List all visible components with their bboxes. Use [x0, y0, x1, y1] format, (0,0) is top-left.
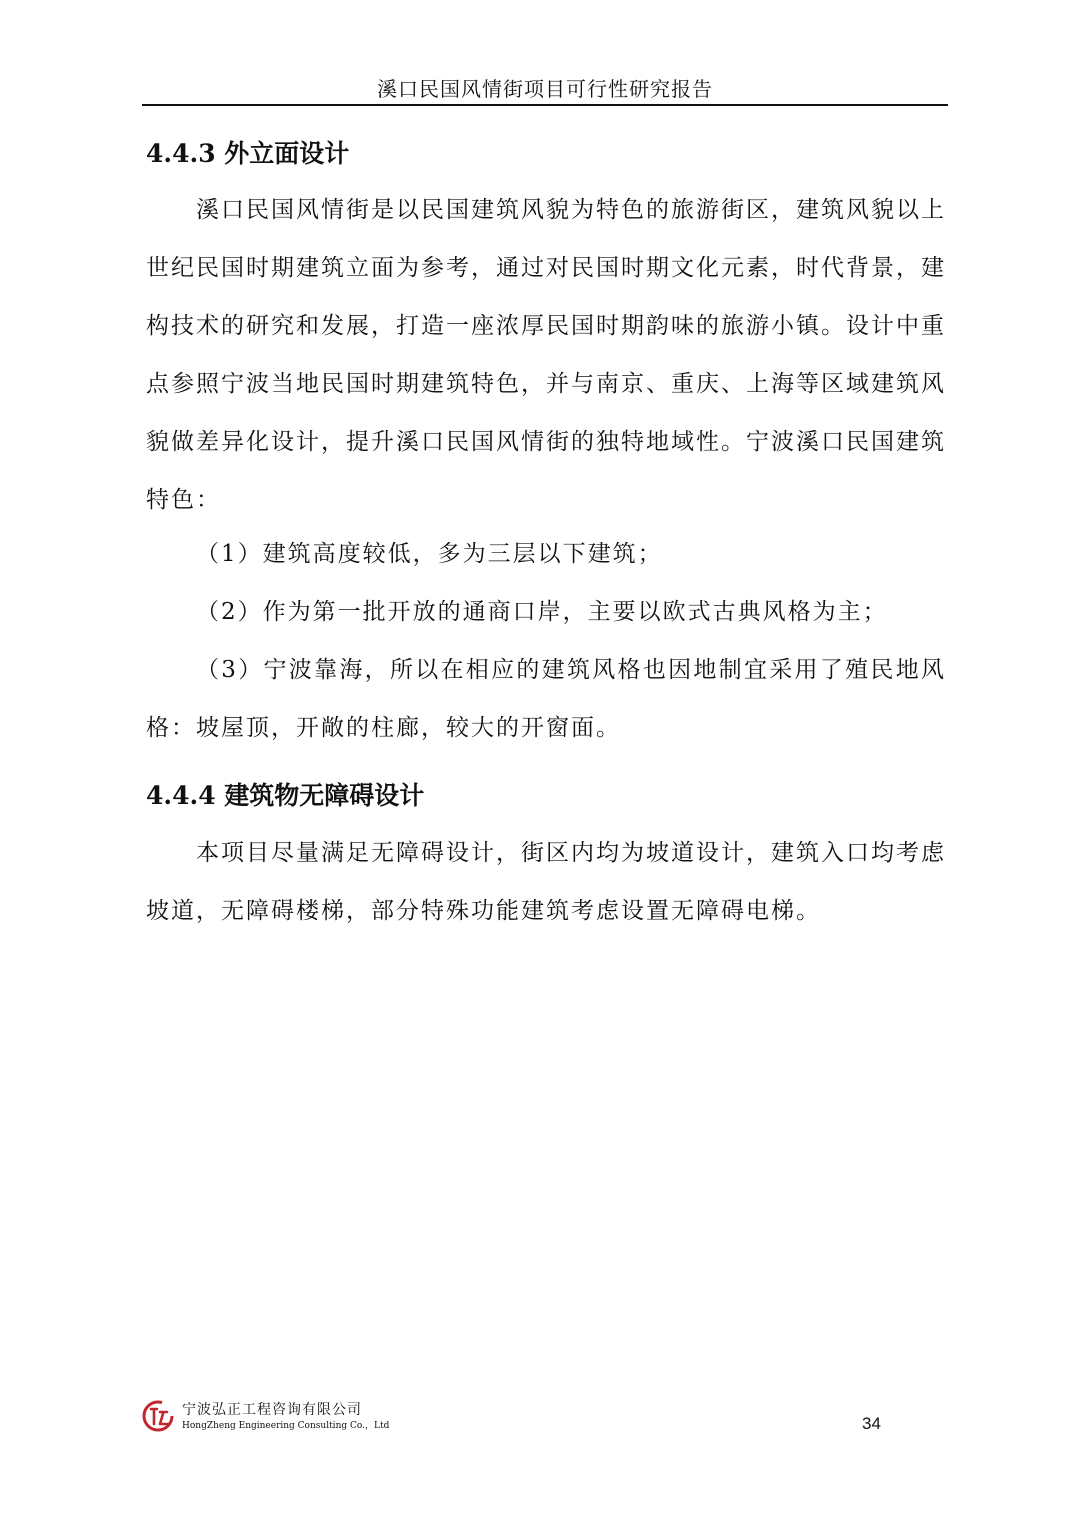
company-name-cn: 宁波弘正工程咨询有限公司 — [182, 1402, 362, 1418]
list-item-2: （2）作为第一批开放的通商口岸，主要以欧式古典风格为主； — [196, 599, 888, 625]
header-divider — [142, 104, 948, 106]
section-443-paragraph: 溪口民国风情街是以民国建筑风貌为特色的旅游街区，建筑风貌以上世纪民国时期建筑立面为参考，通过对民国时期文化元素，时代背景，建构技术的研究和发展，打造一座浓厚民国时期韵味的旅游小镇。设计中重点参照宁波当地民国时期建筑特色，并与南京、重庆、上海等区域建筑风貌做差异化设计，提升溪口民国风情街的独特地域性。宁波溪口民国建筑特色： — [146, 197, 946, 513]
company-name-en: HongZheng Engineering Consulting Co.，Ltd — [182, 1421, 390, 1431]
running-header: 溪口民国风情街项目可行性研究报告 — [377, 77, 713, 101]
page-number: 34 — [862, 1414, 881, 1433]
list-item-1: （1）建筑高度较低，多为三层以下建筑； — [196, 541, 663, 567]
list-item-3: （3）宁波靠海，所以在相应的建筑风格也因地制宜采用了殖民地风格：坡屋顶，开敞的柱廊，较大的开窗面。 — [146, 657, 946, 741]
section-444-paragraph: 本项目尽量满足无障碍设计，街区内均为坡道设计，建筑入口均考虑坡道，无障碍楼梯，部分特殊功能建筑考虑设置无障碍电梯。 — [146, 840, 946, 924]
section-heading-443: 4.4.3 外立面设计 — [146, 139, 350, 168]
company-logo-icon — [142, 1400, 174, 1432]
section-heading-444: 4.4.4 建筑物无障碍设计 — [146, 781, 425, 810]
